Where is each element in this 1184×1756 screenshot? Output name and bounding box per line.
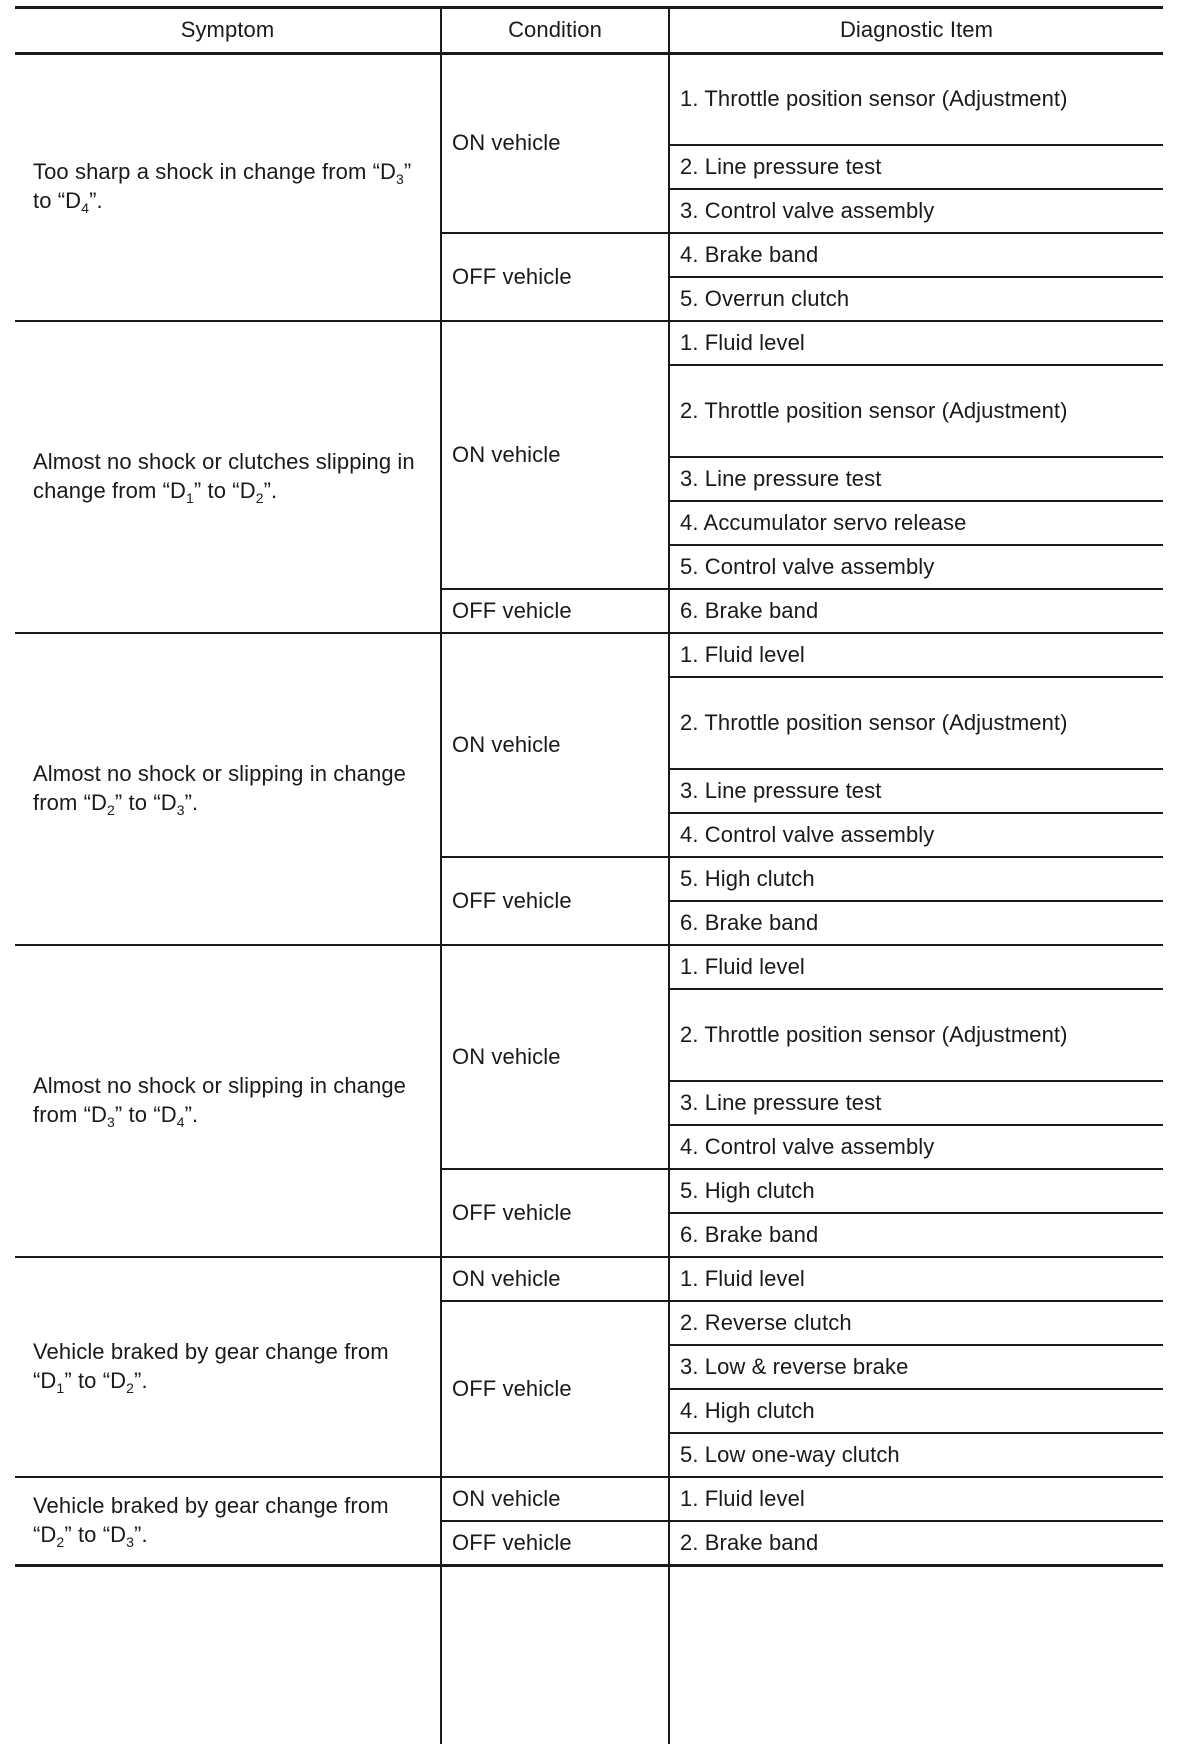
condition-label: OFF vehicle: [452, 1529, 572, 1555]
diagnostic-item: 1. Fluid level: [680, 1265, 805, 1291]
diagnostic-item: 6. Brake band: [680, 1221, 819, 1247]
diagnostic-item: 2. Throttle position sensor (Adjustment): [680, 709, 1068, 735]
diagnostic-item: 1. Fluid level: [680, 641, 805, 667]
header-diagnostic-item: Diagnostic Item: [839, 16, 994, 42]
diagnostic-item: 2. Brake band: [680, 1529, 819, 1555]
diagnostic-item: 4. High clutch: [680, 1397, 815, 1423]
header-symptom: Symptom: [180, 16, 275, 42]
diagnostic-item: 4. Brake band: [680, 241, 819, 267]
diagnostic-item: 2. Throttle position sensor (Adjustment): [680, 397, 1068, 423]
diagnostic-item: 2. Throttle position sensor (Adjustment): [680, 1021, 1068, 1047]
diagnostic-item: 5. Low one-way clutch: [680, 1441, 900, 1467]
condition-label: OFF vehicle: [452, 263, 572, 289]
diagnostic-item: 1. Fluid level: [680, 329, 805, 355]
condition-label: ON vehicle: [452, 129, 561, 155]
diagnostic-item: 5. High clutch: [680, 1177, 815, 1203]
diagnostic-item: 6. Brake band: [680, 909, 819, 935]
condition-label: ON vehicle: [452, 1265, 561, 1291]
condition-label: OFF vehicle: [452, 887, 572, 913]
symptom-label: Almost no shock or clutches slipping in change from “$D_1$” to “$D_2$”.: [33, 449, 421, 506]
diagnostic-item: 3. Line pressure test: [680, 465, 882, 491]
diagnostic-table: [15, 6, 1163, 1744]
row-divider: [15, 1564, 1163, 1567]
condition-label: ON vehicle: [452, 1485, 561, 1511]
diagnostic-item: 6. Brake band: [680, 597, 819, 623]
diagnostic-item: 2. Reverse clutch: [680, 1309, 852, 1335]
diagnostic-item: 3. Line pressure test: [680, 1089, 882, 1115]
condition-label: OFF vehicle: [452, 597, 572, 623]
symptom-label: Almost no shock or slipping in change from “$D_2$” to “$D_3$”.: [33, 761, 413, 818]
diagnostic-item: 2. Line pressure test: [680, 153, 882, 179]
header-condition: Condition: [508, 16, 602, 42]
diagnostic-item: 3. Low & reverse brake: [680, 1353, 909, 1379]
diagnostic-item: 4. Accumulator servo release: [680, 509, 967, 535]
diagnostic-item: 5. High clutch: [680, 865, 815, 891]
diagnostic-item: 1. Fluid level: [680, 1485, 805, 1511]
diagnostic-item: 1. Throttle position sensor (Adjustment): [680, 85, 1068, 111]
condition-label: ON vehicle: [452, 1043, 561, 1069]
condition-label: OFF vehicle: [452, 1199, 572, 1225]
diagnostic-item: 5. Control valve assembly: [680, 553, 935, 579]
diagnostic-item: 1. Fluid level: [680, 953, 805, 979]
diagnostic-item: 5. Overrun clutch: [680, 285, 850, 311]
diagnostic-item: 4. Control valve assembly: [680, 1133, 935, 1159]
row-divider: [15, 6, 1163, 9]
symptom-label: Almost no shock or slipping in change from “$D_3$” to “$D_4$”.: [33, 1073, 413, 1130]
symptom-label: Vehicle braked by gear change from “$D_2$” to “$D_3$”.: [33, 1493, 395, 1550]
diagnostic-item: 3. Control valve assembly: [680, 197, 935, 223]
condition-label: ON vehicle: [452, 731, 561, 757]
diagnostic-item: 4. Control valve assembly: [680, 821, 935, 847]
condition-label: OFF vehicle: [452, 1375, 572, 1401]
condition-label: ON vehicle: [452, 441, 561, 467]
symptom-label: Too sharp a shock in change from “$D_3$” to “$D_4$”.: [33, 159, 418, 216]
diagnostic-item: 3. Line pressure test: [680, 777, 882, 803]
symptom-label: Vehicle braked by gear change from “$D_1$” to “$D_2$”.: [33, 1339, 395, 1396]
